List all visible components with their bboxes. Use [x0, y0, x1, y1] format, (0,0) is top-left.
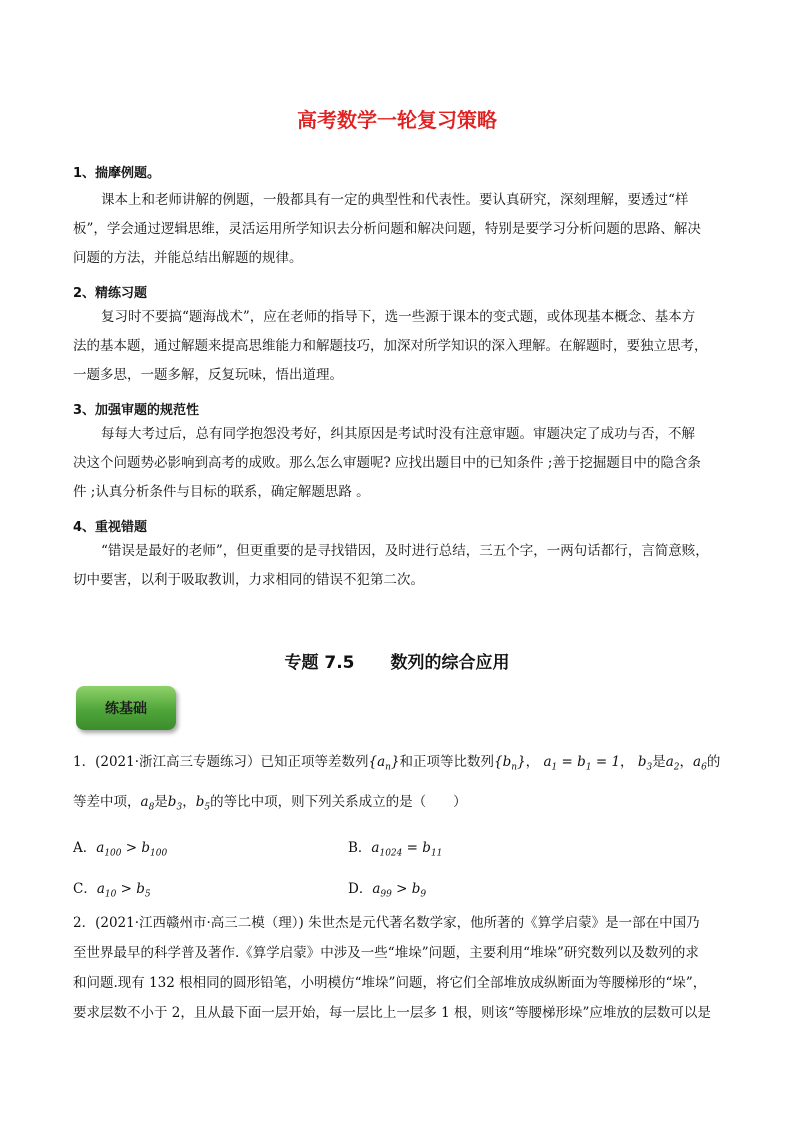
option-a: A．$a_{100} > b_{100}$	[73, 840, 168, 859]
question-2-line: 2．(2021·江西赣州市·高三二模（理）) 朱世杰是元代著名数学家，他所著的《算学启蒙》是一部在中国乃	[73, 915, 700, 931]
section-heading-3: 3、加强审题的规范性	[73, 403, 200, 418]
math-expression: $a_1 = b_1 = 1$	[543, 754, 621, 773]
section-paragraph-1	[73, 186, 721, 273]
paragraph-line: 件 ;认真分析条件与目标的联系，确定解题思路 。	[73, 484, 370, 500]
section-heading-4: 4、重视错题	[73, 520, 148, 535]
math-expression: $b_3$	[637, 754, 653, 773]
topic-number: 专题 7.5	[284, 653, 355, 673]
paragraph-line: 课本上和老师讲解的例题，一般都具有一定的典型性和代表性。要认真研究，深刻理解，要透过“样	[101, 192, 689, 208]
section-paragraph-2	[73, 303, 721, 390]
math-expression: $\{b_n\}$	[494, 754, 526, 773]
paragraph-line: 板”，学会通过逻辑思维，灵活运用所学知识去分析问题和解决问题，特别是要学习分析问题的思路、解决	[73, 221, 701, 237]
page-title: 高考数学一轮复习策略	[297, 108, 497, 132]
section-paragraph-3	[73, 420, 721, 507]
topic-name: 数列的综合应用	[390, 653, 510, 673]
math-expression: $a_8$	[140, 793, 155, 813]
section-heading-2: 2、精练习题	[73, 286, 148, 301]
badge-label: 练基础	[105, 701, 147, 717]
topic-heading	[0, 648, 794, 673]
option-d: D．$a_{99} > b_9$	[348, 881, 427, 900]
math-expression: $\{a_n\}$	[368, 754, 400, 773]
option-c: C．$a_{10} > b_5$	[73, 881, 151, 900]
paragraph-line: 决这个问题势必影响到高考的成败。那么怎么审题呢? 应找出题目中的已知条件 ;善于挖掘题目中的隐含条	[73, 455, 701, 471]
option-b: B．$a_{1024} = b_{11}$	[348, 840, 443, 859]
paragraph-line: 每每大考过后，总有同学抱怨没考好，纠其原因是考试时没有注意审题。审题决定了成功与否，不解	[101, 426, 695, 442]
section-heading-1: 1、揣摩例题。	[73, 166, 161, 181]
practice-badge	[76, 686, 176, 730]
question-1	[73, 745, 723, 824]
math-expression: $b_3$	[167, 793, 183, 813]
paragraph-line: 法的基本题，通过解题来提高思维能力和解题技巧，加深对所学知识的深入理解。在解题时，要独立思考，	[73, 338, 708, 354]
paragraph-line: 问题的方法，并能总结出解题的规律。	[73, 250, 303, 266]
math-expression: $a_2$	[665, 754, 680, 773]
math-expression: $b_5$	[195, 793, 211, 813]
question-1-line-2: 等差中项，$a_8$是$b_3$，$b_5$的等比中项，则下列关系成立的是（ ）	[73, 793, 467, 813]
section-paragraph-4	[73, 537, 721, 595]
question-1-line-1: 1．(2021·浙江高三专题练习）已知正项等差数列$\{a_n\}$和正项等比数列$\{b_n\}$， $a_1 = b_1 = 1$， $b_3$是$a_2$，$a_6$的	[73, 754, 721, 773]
paragraph-line: “错误是最好的老师”，但更重要的是寻找错因，及时进行总结，三五个字，一两句话都行，言简意赅，	[101, 543, 709, 559]
paragraph-line: 切中要害，以利于吸取教训，力求相同的错误不犯第二次。	[73, 572, 424, 588]
paragraph-line: 复习时不要搞“题海战术”，应在老师的指导下，选一些源于课本的变式题，或体现基本概念、基本方	[101, 309, 696, 325]
question-2	[73, 908, 723, 1028]
paragraph-line: 一题多思，一题多解，反复玩味，悟出道理。	[73, 367, 343, 383]
question-2-line: 和问题.现有 132 根相同的圆形铅笔，小明模仿“堆垛”问题，将它们全部堆放成纵断面为等腰梯形的“垛”，	[73, 975, 707, 991]
question-2-line: 要求层数不小于 2，且从最下面一层开始，每一层比上一层多 1 根，则该“等腰梯形垛”应堆放的层数可以是	[73, 1005, 711, 1021]
math-expression: $a_6$	[693, 754, 707, 773]
question-2-line: 至世界最早的科学普及著作.《算学启蒙》中涉及一些“堆垛”问题，主要利用“堆垛”研究数列以及数列的求	[73, 945, 699, 961]
